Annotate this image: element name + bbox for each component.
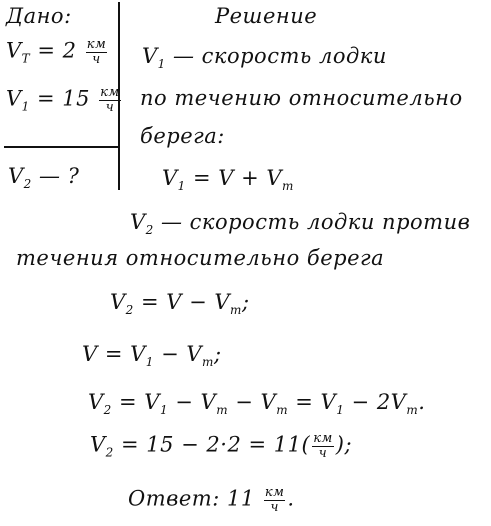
eq5-a: V: [90, 432, 106, 457]
eq4-e-sub: 1: [336, 403, 345, 417]
answer-unit-den: ч: [270, 499, 279, 515]
given-header: Дано:: [6, 4, 72, 28]
answer-value: 11: [219, 486, 255, 511]
given-v1-unit-den: ч: [105, 99, 115, 115]
eq1-a-sub: 1: [177, 179, 186, 193]
given-vt-symbol: V: [6, 38, 22, 63]
given-v1-unit: [99, 86, 121, 114]
given-vt-unit: [86, 38, 108, 66]
eq4-b: = V: [111, 390, 160, 414]
equation-downstream: [162, 168, 294, 192]
answer-unit-num: км: [264, 485, 285, 500]
solution-line-5: течения относительно берега: [16, 246, 385, 270]
eq5-unit-num: км: [313, 431, 333, 446]
eq2-b-sub: т: [230, 303, 242, 317]
eq3-a-sub: 1: [145, 355, 154, 369]
eq4-f: − 2V: [344, 390, 407, 414]
eq1-a: V: [162, 166, 178, 190]
equation-numeric: $V_2 = 15 - 2\cdot 2 = 11$( $\frac{км}{ч}$ );: [90, 431, 353, 461]
eq5-unit: [312, 432, 334, 460]
given-v1-unit-num: км: [100, 85, 120, 100]
eq2-b: = V − V: [133, 290, 231, 314]
line4-text: — скорость лодки против: [153, 210, 471, 234]
given-vt-unit-num: км: [86, 37, 107, 52]
line4-symbol: V: [130, 210, 146, 234]
eq5-b: = 15 − 2·2 = 11: [113, 432, 302, 457]
eq4-b-sub: 1: [159, 403, 169, 417]
equation-substitution: [88, 392, 425, 416]
equation-boat-speed: [82, 344, 222, 368]
given-current-speed: [6, 38, 109, 66]
eq4-d: − V: [228, 390, 277, 414]
equation-upstream: [110, 292, 250, 316]
eq4-f-sub: т: [406, 403, 419, 417]
line4-sub: 2: [145, 223, 154, 237]
given-v1-sub: 1: [21, 99, 30, 114]
given-vt-unit-den: ч: [92, 51, 101, 67]
answer-end: .: [287, 486, 295, 511]
eq3-end: ;: [213, 342, 222, 366]
eq5-unit-den: ч: [318, 445, 328, 461]
find-v2-symbol: V: [8, 164, 24, 188]
solution-line-1: [142, 46, 387, 70]
solution-line-2: по течению относительно: [140, 86, 463, 110]
find-v2-sub: 2: [23, 177, 32, 191]
solution-line-3: берега:: [140, 124, 225, 148]
eq5-end: ;: [344, 432, 353, 457]
solution-header: Решение: [215, 4, 318, 28]
eq1-b: = V + V: [185, 166, 283, 190]
answer-label: Ответ:: [128, 486, 220, 511]
eq3-b-sub: т: [202, 355, 214, 369]
eq2-a-sub: 2: [125, 303, 134, 317]
given-vt-sub: T: [21, 51, 31, 66]
eq2-end: ;: [241, 290, 250, 314]
given-divider-horizontal: [4, 146, 118, 148]
find-v2: [8, 166, 79, 190]
eq4-c: − V: [168, 390, 217, 414]
eq4-c-sub: т: [216, 403, 229, 417]
given-v1-symbol: V: [6, 86, 22, 111]
line1-sub: 1: [157, 57, 166, 71]
eq5-a-sub: 2: [105, 445, 114, 460]
line1-text: — скорость лодки: [165, 44, 387, 68]
answer-unit: [264, 486, 286, 514]
given-downstream-speed: [6, 86, 123, 114]
eq4-d-sub: т: [276, 403, 289, 417]
eq4-end: .: [418, 390, 426, 414]
given-vt-eq: = 2: [30, 38, 77, 63]
solution-line-4: [130, 212, 470, 236]
eq2-a: V: [110, 290, 126, 314]
answer-line: [128, 486, 295, 514]
line1-symbol: V: [142, 44, 158, 68]
eq1-b-sub: т: [282, 179, 294, 193]
eq4-a-sub: 2: [103, 403, 112, 417]
eq4-e: = V: [288, 390, 337, 414]
find-v2-rest: — ?: [31, 164, 80, 188]
given-v1-eq: = 15: [29, 86, 90, 111]
eq4-a: V: [88, 390, 104, 414]
eq3-b: − V: [153, 342, 203, 366]
eq3-a: V = V: [82, 342, 146, 366]
